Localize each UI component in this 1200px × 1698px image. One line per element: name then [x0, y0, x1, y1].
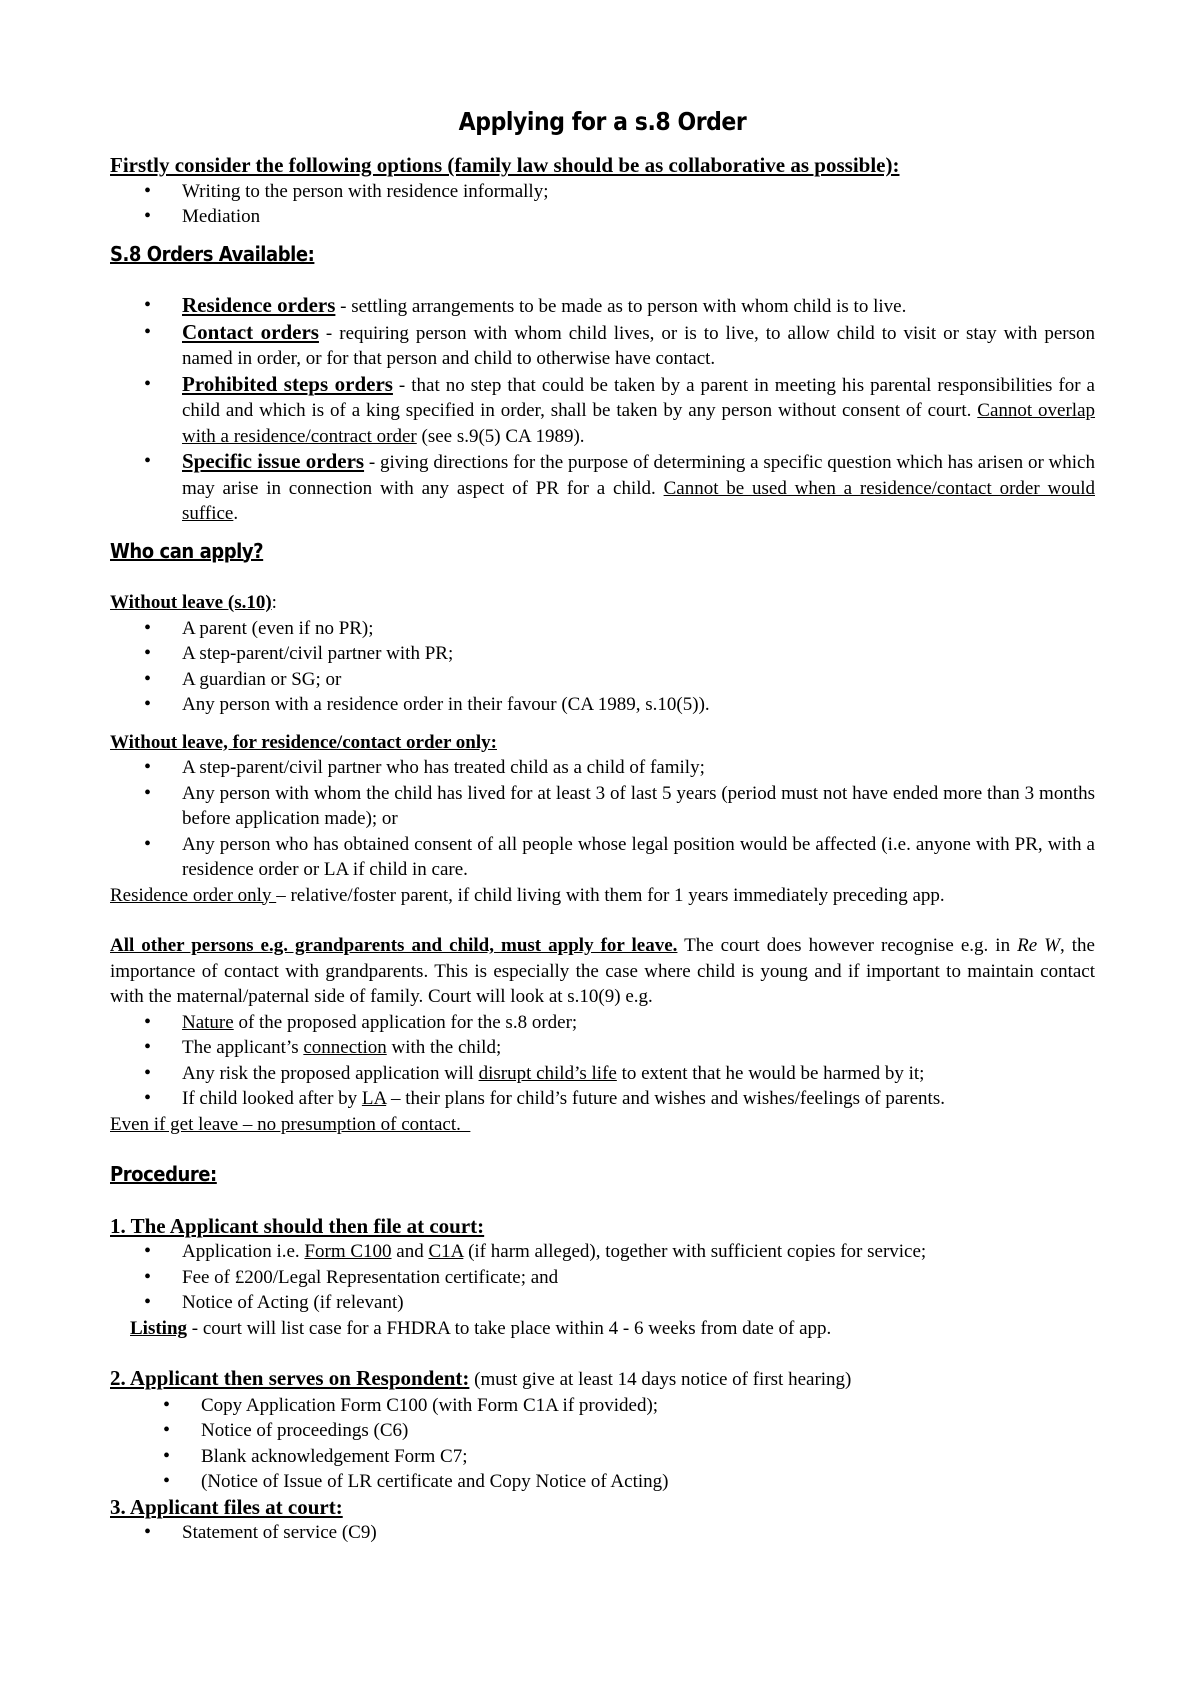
order-caveat: Cannot overlap with a residence/contract order — [182, 400, 1095, 447]
order-term: Specific issue orders — [182, 449, 365, 473]
step-2-list — [110, 1393, 1095, 1495]
list-item: • A step-parent/civil partner who has treated child as a child of family; — [110, 755, 1095, 781]
order-tail: . — [233, 503, 239, 524]
order-text: - requiring person with whom child lives, or is to live, to allow child to visit or stay with person named in order, or for that person and child to otherwise have contact. — [182, 322, 1095, 369]
without-leave-list — [110, 616, 1095, 718]
step-1-title: 1. The Applicant should then file at court: — [110, 1213, 485, 1238]
order-text: - settling arrangements to be made as to person with whom child is to live. — [335, 296, 907, 317]
order-residence — [110, 293, 1095, 320]
order-specific — [110, 449, 1095, 527]
list-item: • Fee of £200/Legal Representation certificate; and — [110, 1265, 1095, 1291]
list-item: • If child looked after by LA – their plans for child’s future and wishes and wishes/feelings of parents. — [110, 1086, 1095, 1112]
list-item: • A guardian or SG; or — [110, 667, 1095, 693]
residence-contact-label: Without leave, for residence/contact order only: — [110, 731, 497, 753]
list-item: • Notice of proceedings (C6) — [110, 1418, 1095, 1444]
order-term: Prohibited steps orders — [182, 371, 393, 396]
intro-section — [110, 153, 1095, 230]
order-term: Residence orders — [182, 293, 336, 317]
listing-note: Listing - court will list case for a FHDRA to take place within 4 - 6 weeks from date of app. — [130, 1317, 832, 1339]
list-item: • Notice of Acting (if relevant) — [110, 1290, 1095, 1316]
list-item: • Any risk the proposed application will disrupt child’s life to extent that he would be harmed by it; — [110, 1061, 1095, 1087]
list-item: • Mediation — [110, 204, 1095, 230]
list-item: • The applicant’s connection with the child; — [110, 1035, 1095, 1061]
step-2-title: 2. Applicant then serves on Respondent: (must give at least 14 days notice of first hearing) — [110, 1366, 852, 1390]
list-item: • A parent (even if no PR); — [110, 616, 1095, 642]
order-text: - giving directions for the purpose of determining a specific question which has arisen or which may arise in connection with any aspect of PR for a child. — [182, 452, 1095, 499]
residence-only-note: Residence order only – relative/foster parent, if child living with them for 1 years immediately preceding app. — [110, 884, 945, 906]
orders-heading: S.8 Orders Available: — [110, 241, 315, 266]
list-item: • Nature of the proposed application for the s.8 order; — [110, 1010, 1095, 1036]
list-item: • A step-parent/civil partner with PR; — [110, 641, 1095, 667]
step-3-list — [110, 1520, 1095, 1546]
s10-factors-list — [110, 1010, 1095, 1112]
list-item: • Copy Application Form C100 (with Form C1A if provided); — [110, 1393, 1095, 1419]
intro-list — [110, 179, 1095, 230]
order-term: Contact orders — [182, 319, 319, 344]
list-item: • Any person with whom the child has lived for at least 3 of last 5 years (period must not have ended more than 3 months before application made); or — [110, 781, 1095, 832]
no-presumption-note: Even if get leave – no presumption of contact. — [110, 1113, 471, 1135]
order-caveat: Cannot be used when a residence/contact order would suffice — [182, 477, 1095, 524]
list-item: • Any person with a residence order in their favour (CA 1989, s.10(5)). — [110, 692, 1095, 718]
list-item: • Writing to the person with residence informally; — [110, 179, 1095, 205]
order-text: - that no step that could be taken by a parent in meeting his parental responsibilities for a child and which is of a king specified in order, shall be taken by any person without consent of court. — [182, 374, 1095, 421]
order-contact — [110, 320, 1095, 372]
list-item: • Blank acknowledgement Form C7; — [110, 1444, 1095, 1470]
without-leave-label: Without leave (s.10): — [110, 592, 277, 613]
orders-list — [110, 293, 1095, 527]
step-1-list — [110, 1239, 1095, 1316]
procedure-heading: Procedure: — [110, 1162, 217, 1186]
intro-lead: Firstly consider the following options (family law should be as collaborative as possible): — [110, 153, 900, 177]
order-tail: (see s.9(5) CA 1989). — [416, 425, 585, 447]
residence-contact-list — [110, 755, 1095, 883]
list-item: • Application i.e. Form C100 and C1A (if harm alleged), together with sufficient copies for service; — [110, 1239, 1095, 1265]
list-item: • Statement of service (C9) — [110, 1520, 1095, 1546]
other-persons-paragraph: All other persons e.g. grandparents and child, must apply for leave. The court does however recognise e.g. in Re W, the importance of contact with grandparents. This is especially the case where child is young and if important to maintain contact with the maternal/paternal side of family. Court will look at s.10(9) e.g. — [110, 935, 1095, 1007]
page-title: Applying for a s.8 Order — [458, 107, 747, 136]
who-heading: Who can apply? — [110, 538, 264, 563]
order-prohibited — [110, 372, 1095, 450]
list-item: • (Notice of Issue of LR certificate and Copy Notice of Acting) — [110, 1469, 1095, 1495]
step-3-title: 3. Applicant files at court: — [110, 1494, 343, 1519]
list-item: • Any person who has obtained consent of all people whose legal position would be affected (i.e. anyone with PR, with a residence order or LA if child in care. — [110, 832, 1095, 883]
case-name: Re W — [1017, 935, 1060, 956]
